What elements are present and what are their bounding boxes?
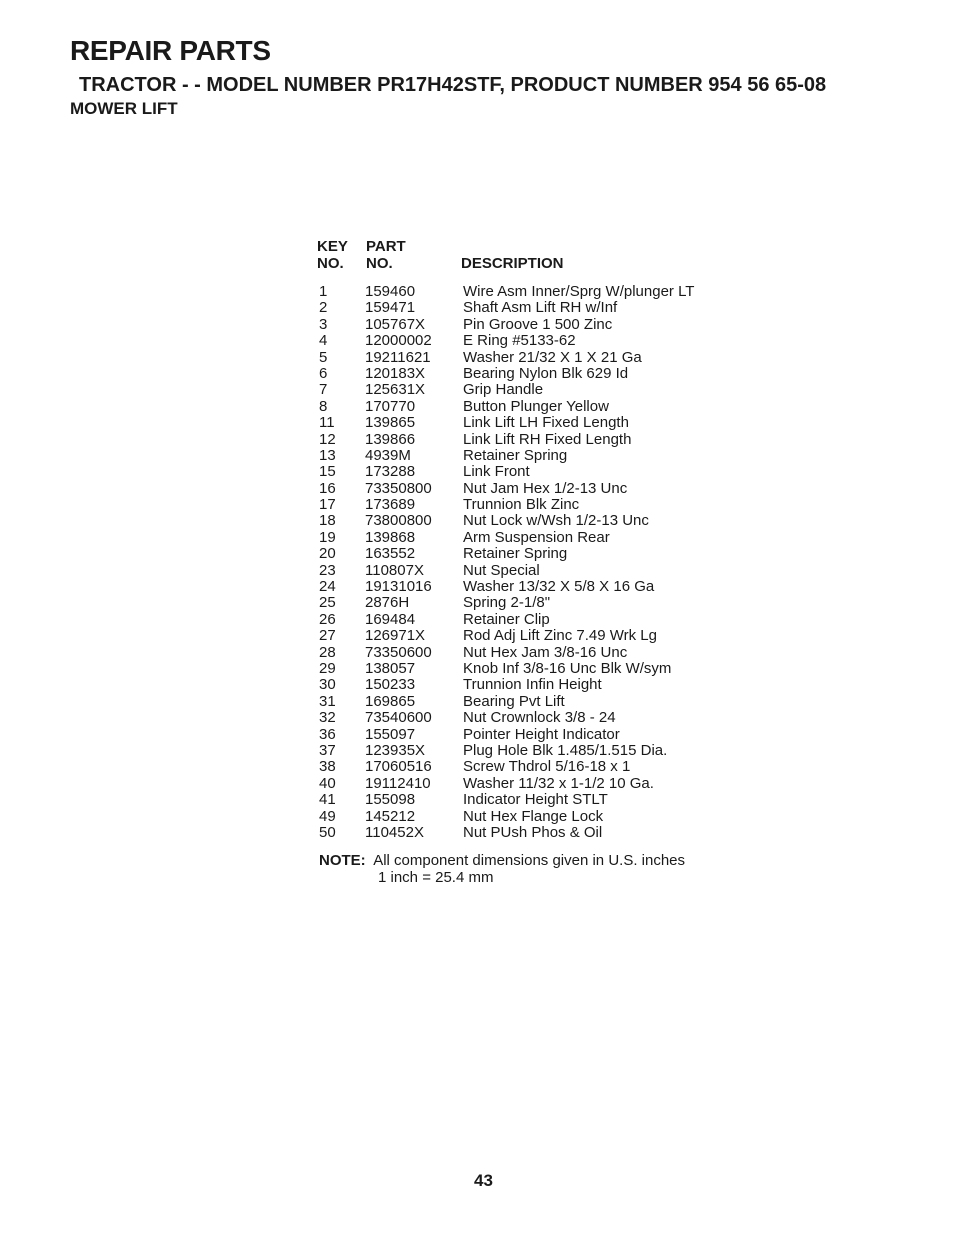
description-cell: E Ring #5133-62 <box>463 332 576 350</box>
part-no-cell: 123935X <box>365 741 426 759</box>
description-cell: Nut Hex Flange Lock <box>463 807 604 825</box>
page-title: REPAIR PARTS <box>70 35 271 66</box>
key-no-cell: 11 <box>319 414 335 432</box>
table-row <box>317 366 717 382</box>
part-no-cell: 139868 <box>365 528 416 546</box>
note-line2: 1 inch = 25.4 mm <box>378 868 494 886</box>
table-row <box>317 661 717 677</box>
part-no-cell: 120183X <box>365 364 426 382</box>
note <box>319 853 685 886</box>
description-cell: Plug Hole Blk 1.485/1.515 Dia. <box>463 741 668 759</box>
part-no-cell: 110807X <box>365 561 424 579</box>
key-no-cell: 20 <box>319 545 336 563</box>
table-row <box>317 333 717 349</box>
description-cell: Washer 13/32 X 5/8 X 16 Ga <box>463 578 655 596</box>
table-row <box>317 415 717 431</box>
part-no-cell: 169484 <box>365 610 416 628</box>
key-no-cell: 24 <box>319 578 336 596</box>
key-no-cell: 16 <box>319 479 336 497</box>
key-no-cell: 2 <box>319 299 328 317</box>
table-row <box>317 628 717 644</box>
description-cell: Bearing Nylon Blk 629 Id <box>463 364 629 382</box>
parts-table-body <box>317 284 717 841</box>
key-no-cell: 28 <box>319 643 336 661</box>
part-no-cell: 150233 <box>365 676 416 694</box>
description-cell: Nut Special <box>463 561 540 579</box>
description-cell: Bearing Pvt Lift <box>463 692 565 710</box>
table-row <box>317 481 717 497</box>
key-no-cell: 25 <box>319 594 336 612</box>
table-row <box>317 464 717 480</box>
table-row <box>317 825 717 841</box>
key-no-cell: 40 <box>319 774 336 792</box>
key-no-cell: 17 <box>319 496 336 514</box>
part-no-cell: 19112410 <box>365 774 431 792</box>
key-no-cell: 3 <box>319 315 328 333</box>
key-no-header-line2: NO. <box>317 255 344 272</box>
page-number: 43 <box>474 1171 493 1190</box>
key-no-cell: 49 <box>319 807 336 825</box>
key-no-cell: 36 <box>319 725 336 743</box>
description-cell: Washer 21/32 X 1 X 21 Ga <box>463 348 642 366</box>
key-no-cell: 18 <box>319 512 336 530</box>
key-no-cell: 1 <box>319 283 328 300</box>
description-cell: Nut Jam Hex 1/2-13 Unc <box>463 479 628 497</box>
part-no-cell: 73800800 <box>365 512 432 530</box>
part-no-cell: 139866 <box>365 430 416 448</box>
table-row <box>317 792 717 808</box>
part-no-cell: 105767X <box>365 315 426 333</box>
table-row <box>317 317 717 333</box>
table-row <box>317 448 717 464</box>
table-row <box>317 612 717 628</box>
description-cell: Retainer Spring <box>463 446 568 464</box>
table-row <box>317 809 717 825</box>
key-no-cell: 23 <box>319 561 336 579</box>
parts-table-header <box>317 238 717 274</box>
key-no-cell: 27 <box>319 627 336 645</box>
part-no-header-line2: NO. <box>366 255 393 272</box>
key-no-cell: 50 <box>319 823 336 841</box>
part-no-cell: 139865 <box>365 414 416 432</box>
description-cell: Rod Adj Lift Zinc 7.49 Wrk Lg <box>463 627 657 645</box>
key-no-cell: 8 <box>319 397 328 415</box>
table-row <box>317 759 717 775</box>
note-label: NOTE: <box>319 852 366 869</box>
part-no-cell: 73350800 <box>365 479 432 497</box>
key-no-cell: 37 <box>319 741 336 759</box>
key-no-cell: 29 <box>319 659 336 677</box>
description-cell: Retainer Clip <box>463 610 550 628</box>
table-row <box>317 579 717 595</box>
key-no-cell: 5 <box>319 348 328 366</box>
table-row <box>317 595 717 611</box>
part-no-cell: 19211621 <box>365 348 431 366</box>
table-row <box>317 645 717 661</box>
description-cell: Nut PUsh Phos & Oil <box>463 823 603 841</box>
description-header: DESCRIPTION <box>461 255 564 272</box>
description-cell: Trunnion Infin Height <box>463 676 602 694</box>
description-cell: Link Lift RH Fixed Length <box>463 430 632 448</box>
table-row <box>317 563 717 579</box>
description-cell: Nut Hex Jam 3/8-16 Unc <box>463 643 628 661</box>
description-cell: Trunnion Blk Zinc <box>463 496 580 514</box>
description-cell: Wire Asm Inner/Sprg W/plunger LT <box>463 283 695 300</box>
table-row <box>317 300 717 316</box>
table-row <box>317 497 717 513</box>
description-cell: Screw Thdrol 5/16-18 x 1 <box>463 758 631 776</box>
key-no-cell: 38 <box>319 758 336 776</box>
part-no-cell: 17060516 <box>365 758 432 776</box>
table-row <box>317 513 717 529</box>
description-cell: Button Plunger Yellow <box>463 397 609 415</box>
description-cell: Link Lift LH Fixed Length <box>463 414 629 432</box>
key-no-cell: 4 <box>319 332 328 350</box>
part-no-cell: 169865 <box>365 692 416 710</box>
description-cell: Link Front <box>463 463 530 481</box>
description-cell: Grip Handle <box>463 381 544 399</box>
note-line1: All component dimensions given in U.S. inches <box>373 852 686 869</box>
key-no-cell: 12 <box>319 430 336 448</box>
table-row <box>317 432 717 448</box>
description-cell: Shaft Asm Lift RH w/Inf <box>463 299 618 317</box>
key-no-cell: 6 <box>319 364 328 382</box>
part-no-header-line1: PART <box>366 238 406 255</box>
part-no-cell: 125631X <box>365 381 426 399</box>
table-row <box>317 546 717 562</box>
description-cell: Retainer Spring <box>463 545 568 563</box>
part-no-cell: 170770 <box>365 397 416 415</box>
key-no-cell: 7 <box>319 381 328 399</box>
part-no-cell: 73540600 <box>365 709 432 727</box>
table-row <box>317 694 717 710</box>
table-row <box>317 284 717 300</box>
part-no-cell: 145212 <box>365 807 416 825</box>
description-cell: Arm Suspension Rear <box>463 528 610 546</box>
table-row <box>317 530 717 546</box>
table-row <box>317 350 717 366</box>
table-row <box>317 776 717 792</box>
part-no-cell: 155097 <box>365 725 416 743</box>
table-row <box>317 710 717 726</box>
key-no-cell: 31 <box>319 692 336 710</box>
part-no-cell: 110452X <box>365 823 424 841</box>
part-no-cell: 73350600 <box>365 643 432 661</box>
part-no-cell: 12000002 <box>365 332 432 350</box>
part-no-cell: 126971X <box>365 627 426 645</box>
section-heading: MOWER LIFT <box>70 99 178 118</box>
description-cell: Nut Lock w/Wsh 1/2-13 Unc <box>463 512 649 530</box>
key-no-cell: 32 <box>319 709 336 727</box>
key-no-cell: 19 <box>319 528 336 546</box>
description-cell: Knob Inf 3/8-16 Unc Blk W/sym <box>463 659 672 677</box>
key-no-cell: 15 <box>319 463 336 481</box>
description-cell: Pointer Height Indicator <box>463 725 620 743</box>
key-no-cell: 30 <box>319 676 336 694</box>
table-row <box>317 399 717 415</box>
part-no-cell: 2876H <box>365 594 410 612</box>
part-no-cell: 159460 <box>365 283 416 300</box>
key-no-cell: 41 <box>319 791 336 809</box>
part-no-cell: 19131016 <box>365 578 432 596</box>
description-cell: Spring 2-1/8" <box>463 594 551 612</box>
part-no-cell: 159471 <box>365 299 416 317</box>
key-no-cell: 13 <box>319 446 336 464</box>
description-cell: Indicator Height STLT <box>463 791 608 809</box>
key-no-cell: 26 <box>319 610 336 628</box>
description-cell: Nut Crownlock 3/8 - 24 <box>463 709 616 727</box>
table-row <box>317 382 717 398</box>
part-no-cell: 163552 <box>365 545 416 563</box>
table-row <box>317 677 717 693</box>
part-no-cell: 4939M <box>365 446 411 464</box>
part-no-cell: 138057 <box>365 659 416 677</box>
table-row <box>317 743 717 759</box>
table-row <box>317 727 717 743</box>
description-cell: Washer 11/32 x 1-1/2 10 Ga. <box>463 774 654 792</box>
key-no-header-line1: KEY <box>317 238 348 255</box>
description-cell: Pin Groove 1 500 Zinc <box>463 315 613 333</box>
part-no-cell: 155098 <box>365 791 416 809</box>
part-no-cell: 173288 <box>365 463 416 481</box>
parts-table <box>317 238 717 841</box>
part-no-cell: 173689 <box>365 496 416 514</box>
model-subtitle: TRACTOR - - MODEL NUMBER PR17H42STF, PRODUCT NUMBER 954 56 65-08 <box>79 74 827 96</box>
